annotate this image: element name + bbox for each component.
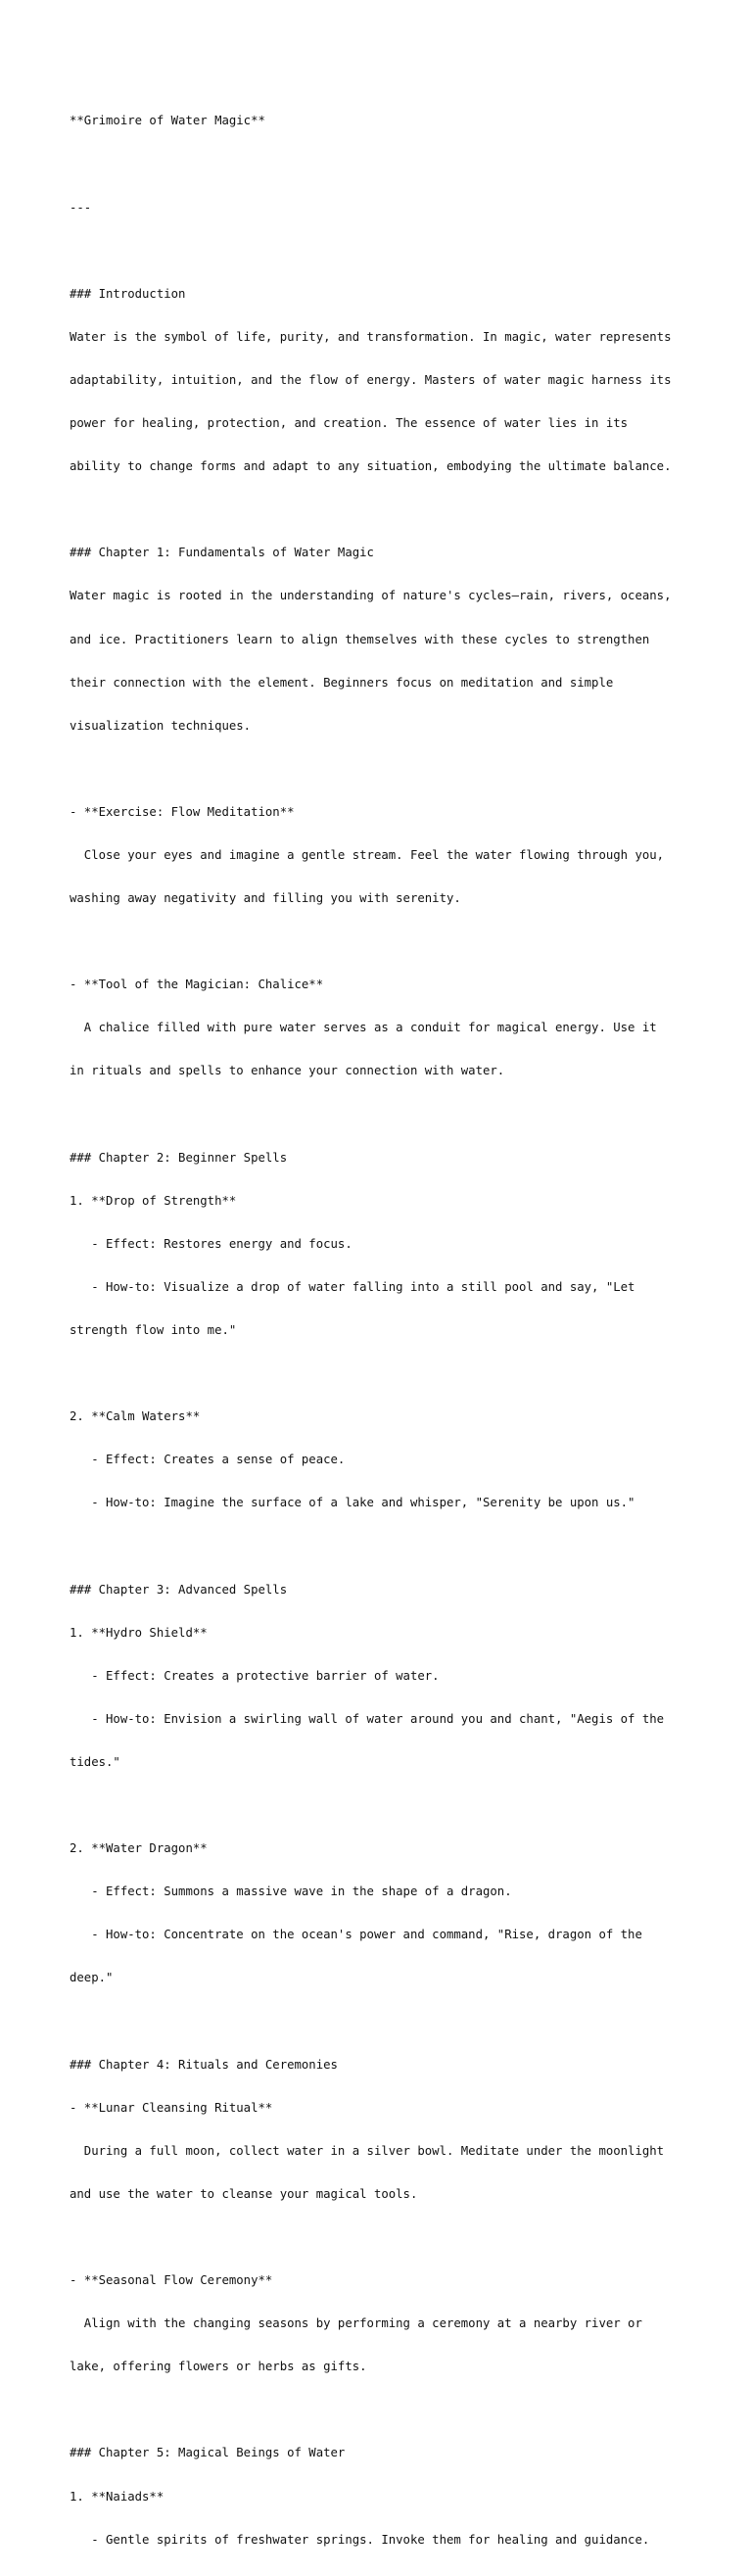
document-line: - Effect: Creates a protective barrier of water. [70, 1668, 440, 1683]
document-line [70, 1366, 716, 1381]
document-line: deep." [70, 1971, 114, 1985]
document-line: power for healing, protection, and creation. The essence of water lies in its [70, 416, 629, 431]
document-line [70, 1798, 716, 1813]
document-line: 1. **Drop of Strength** [70, 1193, 237, 1208]
document-line: and ice. Practitioners learn to align themselves with these cycles to strengthen [70, 632, 650, 646]
document-line: **Grimoire of Water Magic** [70, 114, 265, 128]
document-line [70, 1108, 716, 1122]
document-line: ability to change forms and adapt to any situation, embodying the ultimate balance. [70, 459, 672, 474]
document-line: - **Lunar Cleansing Ritual** [70, 2100, 273, 2115]
document-line: During a full moon, collect water in a silver bowl. Meditate under the moonlight [70, 2143, 665, 2158]
document-line: tides." [70, 1754, 120, 1769]
document-line: in rituals and spells to enhance your connection with water. [70, 1064, 505, 1078]
document-line: washing away negativity and filling you with serenity. [70, 891, 461, 906]
document-line: - Effect: Summons a massive wave in the shape of a dragon. [70, 1884, 512, 1899]
document-line: strength flow into me." [70, 1323, 237, 1338]
document-line: 2. **Water Dragon** [70, 1841, 208, 1856]
document-line: 2. **Calm Waters** [70, 1409, 201, 1424]
document-line: A chalice filled with pure water serves as a conduit for magical energy. Use it [70, 1021, 657, 1035]
document-line: - **Exercise: Flow Meditation** [70, 804, 295, 819]
document-line: Water is the symbol of life, purity, and transformation. In magic, water represents [70, 329, 672, 344]
document-line: Close your eyes and imagine a gentle stream. Feel the water flowing through you, [70, 848, 665, 862]
document-line: - How-to: Concentrate on the ocean's power and command, "Rise, dragon of the [70, 1928, 642, 1942]
document-line: their connection with the element. Beginners focus on meditation and simple [70, 675, 614, 690]
document-line: - **Seasonal Flow Ceremony** [70, 2273, 273, 2288]
document-line [70, 244, 716, 259]
document-line: 1. **Hydro Shield** [70, 1625, 208, 1640]
document-line: adaptability, intuition, and the flow of energy. Masters of water magic harness its [70, 372, 672, 387]
document-line: 1. **Naiads** [70, 2489, 164, 2504]
document-line: - Effect: Creates a sense of peace. [70, 1453, 346, 1467]
document-line: ### Chapter 3: Advanced Spells [70, 1582, 288, 1597]
document-line: Align with the changing seasons by performing a ceremony at a nearby river or [70, 2316, 642, 2331]
document-line: ### Chapter 1: Fundamentals of Water Magic [70, 546, 374, 560]
document-line: Water magic is rooted in the understanding of nature's cycles—rain, rivers, oceans, [70, 589, 672, 603]
document-line [70, 1540, 716, 1554]
document-line: - How-to: Envision a swirling wall of water around you and chant, "Aegis of the [70, 1711, 665, 1726]
document-line [70, 2230, 716, 2245]
document-line: - How-to: Imagine the surface of a lake and whisper, "Serenity be upon us." [70, 1496, 635, 1510]
document-line: lake, offering flowers or herbs as gifts. [70, 2360, 367, 2374]
document-line: ### Chapter 4: Rituals and Ceremonies [70, 2057, 338, 2072]
document-body [70, 85, 716, 2576]
document-line: - Gentle spirits of freshwater springs. Invoke them for healing and guidance. [70, 2532, 650, 2547]
document-line [70, 934, 716, 949]
document-line [70, 502, 716, 517]
document-line [70, 2403, 716, 2417]
document-line [70, 158, 716, 172]
document-line: ### Chapter 2: Beginner Spells [70, 1150, 288, 1165]
document-line: - **Tool of the Magician: Chalice** [70, 978, 324, 992]
document-line: ### Introduction [70, 286, 186, 301]
document-line [70, 2015, 716, 2029]
document-line: and use the water to cleanse your magical tools. [70, 2186, 418, 2201]
document-line [70, 762, 716, 777]
document-line: - How-to: Visualize a drop of water falling into a still pool and say, "Let [70, 1279, 635, 1294]
document-line: - Effect: Restores energy and focus. [70, 1236, 352, 1251]
document-line: visualization techniques. [70, 718, 252, 733]
document-line: --- [70, 200, 92, 215]
document-line: ### Chapter 5: Magical Beings of Water [70, 2446, 346, 2460]
